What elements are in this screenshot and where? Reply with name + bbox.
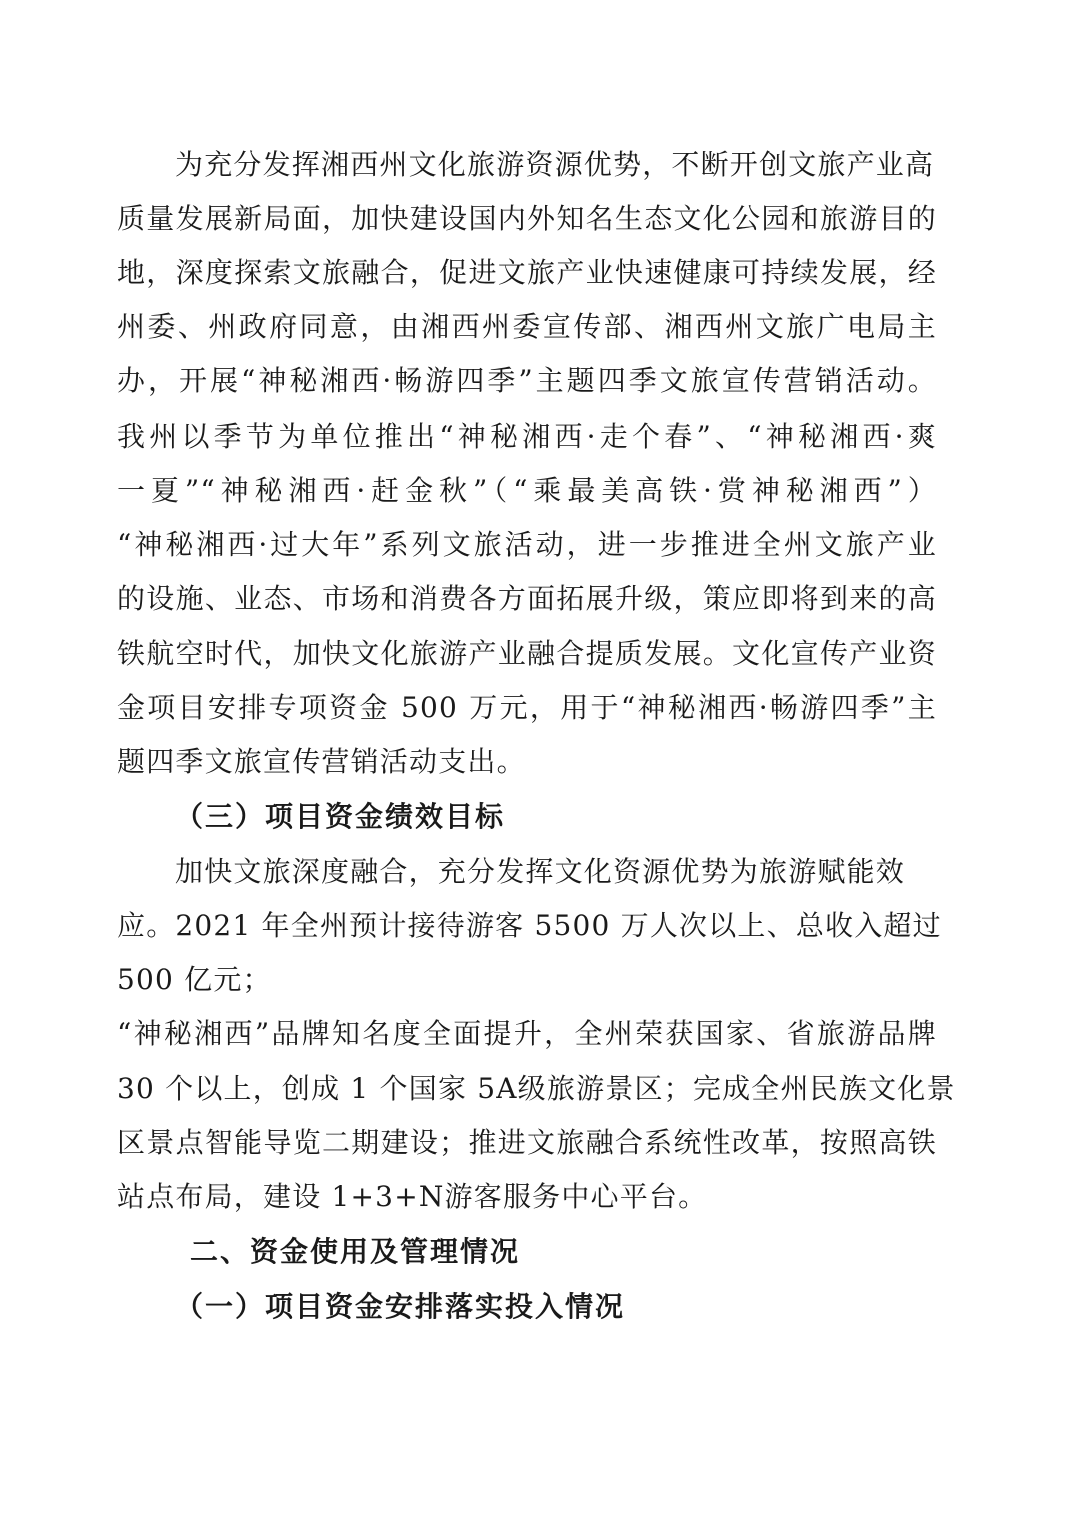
paragraph-1-line-12: 题四季文旅宣传营销活动支出。	[117, 745, 526, 778]
paragraph-3-line-2: 30 个以上，创成 1 个国家 5A级旅游景区；完成全州民族文化景	[117, 1072, 956, 1105]
paragraph-1-line-9: 的设施、业态、市场和消费各方面拓展升级，策应即将到来的高	[117, 582, 937, 615]
paragraph-1-line-8: “神秘湘西·过大年”系列文旅活动，进一步推进全州文旅产业	[117, 528, 937, 561]
paragraph-1-line-5: 办，开展“神秘湘西·畅游四季”主题四季文旅宣传营销活动。	[117, 364, 937, 397]
section-heading-1: （一）项目资金安排落实投入情况	[175, 1290, 626, 1323]
paragraph-1-line-11: 金项目安排专项资金 500 万元，用于“神秘湘西·畅游四季”主	[117, 691, 937, 724]
paragraph-1-line-4: 州委、州政府同意，由湘西州委宣传部、湘西州文旅广电局主	[117, 310, 937, 343]
paragraph-3-line-4: 站点布局，建设 1+3+N游客服务中心平台。	[117, 1180, 708, 1213]
paragraph-1-line-10: 铁航空时代，加快文化旅游产业融合提质发展。文化宣传产业资	[117, 637, 937, 670]
section-heading-3: （三）项目资金绩效目标	[175, 800, 506, 833]
paragraph-1-line-6: 我州以季节为单位推出“神秘湘西·走个春”、“神秘湘西·爽	[117, 420, 937, 453]
paragraph-3-line-1: “神秘湘西”品牌知名度全面提升，全州荣获国家、省旅游品牌	[117, 1017, 937, 1050]
section-heading-2: 二、资金使用及管理情况	[190, 1235, 521, 1268]
paragraph-1-line-7: 一夏”“神秘湘西·赶金秋”（“乘最美高铁·赏神秘湘西”）	[117, 474, 937, 507]
paragraph-2-line-1: 加快文旅深度融合，充分发挥文化资源优势为旅游赋能效	[175, 855, 906, 888]
paragraph-2-line-3: 500 亿元；	[117, 963, 272, 996]
paragraph-1-line-2: 质量发展新局面，加快建设国内外知名生态文化公园和旅游目的	[117, 202, 937, 235]
paragraph-1-line-1: 为充分发挥湘西州文化旅游资源优势，不断开创文旅产业高	[175, 148, 935, 181]
paragraph-2-line-2: 应。2021 年全州预计接待游客 5500 万人次以上、总收入超过	[117, 909, 942, 942]
paragraph-3-line-3: 区景点智能导览二期建设；推进文旅融合系统性改革，按照高铁	[117, 1126, 937, 1159]
paragraph-1-line-3: 地，深度探索文旅融合，促进文旅产业快速健康可持续发展，经	[117, 256, 937, 289]
